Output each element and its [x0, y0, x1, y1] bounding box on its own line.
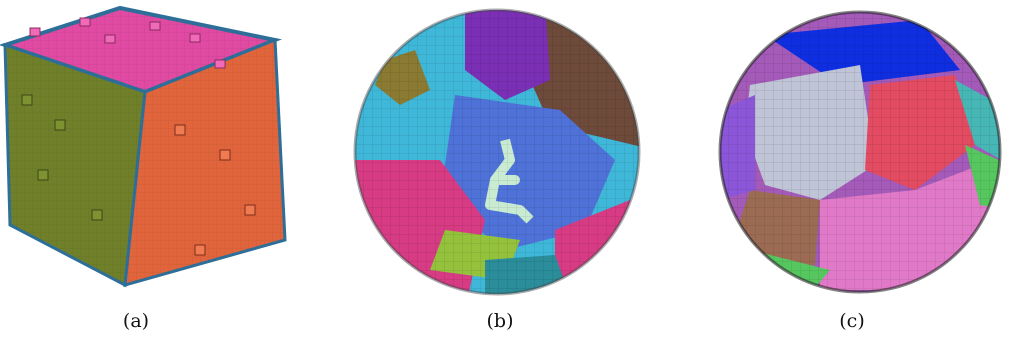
caption-b: (b): [486, 310, 514, 332]
panel-b: [345, 0, 655, 310]
sphere-c-illustration: [710, 0, 1010, 300]
caption-c: (c): [839, 310, 865, 332]
panel-a: [0, 0, 300, 300]
caption-a: (a): [122, 310, 150, 332]
panel-c: [710, 0, 1010, 300]
sphere-b-illustration: [345, 0, 655, 310]
cube-illustration: [0, 0, 300, 300]
